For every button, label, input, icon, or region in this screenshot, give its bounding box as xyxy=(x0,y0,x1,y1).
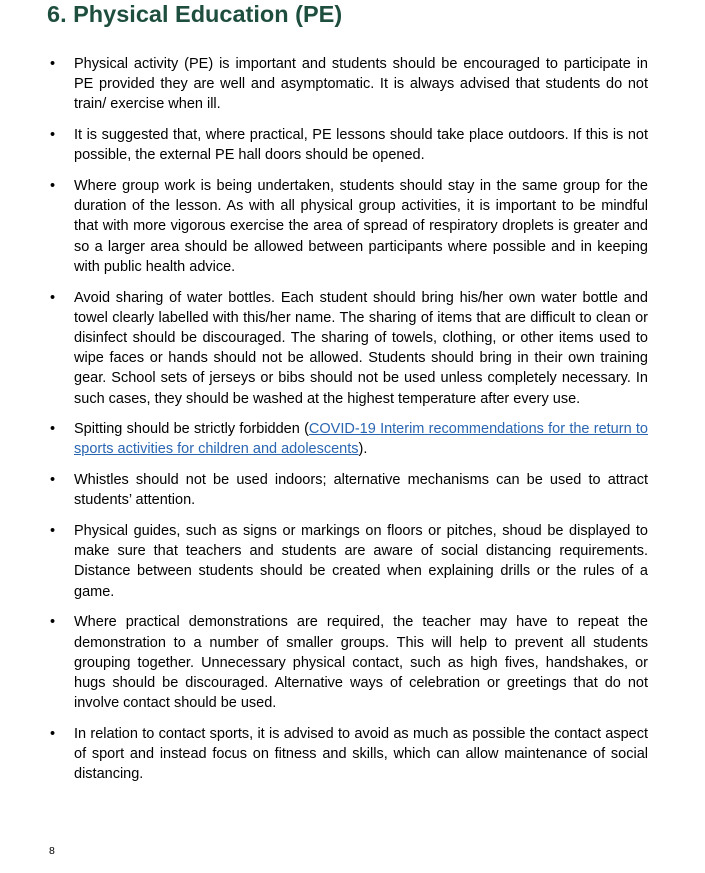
list-item xyxy=(0,470,648,510)
list-item-text-before: Spitting should be strictly forbidden ( xyxy=(74,421,309,438)
list-item-text: Avoid sharing of water bottles. Each student should bring his/her own water bottle and towel clearly labelled with this/her name. The sharing of items that are difficult to clean or disinfect should be discouraged. The sharing of towels, clothing, or other items used to wipe faces or hands should not be allowed. Students should bring in their own training gear. School sets of jerseys or bibs should not be used unless completely necessary. In such cases, they should be washed at the highest temperature after every use. xyxy=(74,289,648,407)
list-item xyxy=(0,612,648,713)
list-item-text: It is suggested that, where practical, PE lessons should take place outdoors. If this is not possible, the external PE hall doors should be opened. xyxy=(74,127,648,164)
bullet-icon: • xyxy=(50,523,56,540)
list-item-text: Physical activity (PE) is important and students should be encouraged to participate in PE provided they are well and asymptomatic. It is always advised that students do not train/ exercise when ill. xyxy=(74,56,648,113)
list-item-text-after: ). xyxy=(358,441,368,458)
list-item xyxy=(0,176,648,277)
list-item-text: Whistles should not be used indoors; alternative mechanisms can be used to attract students’ attention. xyxy=(74,472,648,509)
bullet-icon: • xyxy=(50,421,56,438)
bullet-icon: • xyxy=(50,725,56,742)
bullet-icon: • xyxy=(50,56,56,72)
list-item xyxy=(0,54,648,115)
page-number: 8 xyxy=(49,845,55,857)
list-item xyxy=(0,724,648,785)
list-item xyxy=(0,419,648,459)
list-item-text: Where group work is being undertaken, students should stay in the same group for the duration of the lesson. As with all physical group activities, it is important to be mindful that with more vigorous exercise the area of spread of respiratory droplets is greater and so a larger area should be allowed between participants where possible and in keeping with public health advice. xyxy=(74,178,648,275)
section-heading: 6. Physical Education (PE) xyxy=(47,1,343,27)
list-item-text: In relation to contact sports, it is advised to avoid as much as possible the contact aspect of sport and instead focus on fitness and skills, which can allow maintenance of social distancing. xyxy=(74,725,648,783)
bullet-icon: • xyxy=(50,178,56,195)
bullet-icon: • xyxy=(50,127,56,144)
bullet-icon: • xyxy=(50,614,56,631)
list-item xyxy=(0,521,648,602)
guidance-list xyxy=(0,54,705,795)
list-item xyxy=(0,288,648,409)
bullet-icon: • xyxy=(50,472,56,489)
covid-sports-recommendations-link[interactable]: COVID-19 Interim recommendations for the return to sports activities for children and adolescents xyxy=(74,421,648,458)
list-item-text: Physical guides, such as signs or markings on floors or pitches, shoud be displayed to make sure that teachers and students are aware of social distancing requirements. Distance between students should be created when explaining drills or the rules of a game. xyxy=(74,523,648,600)
list-item-text: Where practical demonstrations are required, the teacher may have to repeat the demonstration to a number of smaller groups. This will help to prevent all students grouping together. Unnecessary physical contact, such as high fives, handshakes, or hugs should be discouraged. Alternative ways of celebration or greetings that do not involve contact should be used. xyxy=(74,614,648,712)
list-item xyxy=(0,125,648,165)
bullet-icon: • xyxy=(50,289,56,306)
